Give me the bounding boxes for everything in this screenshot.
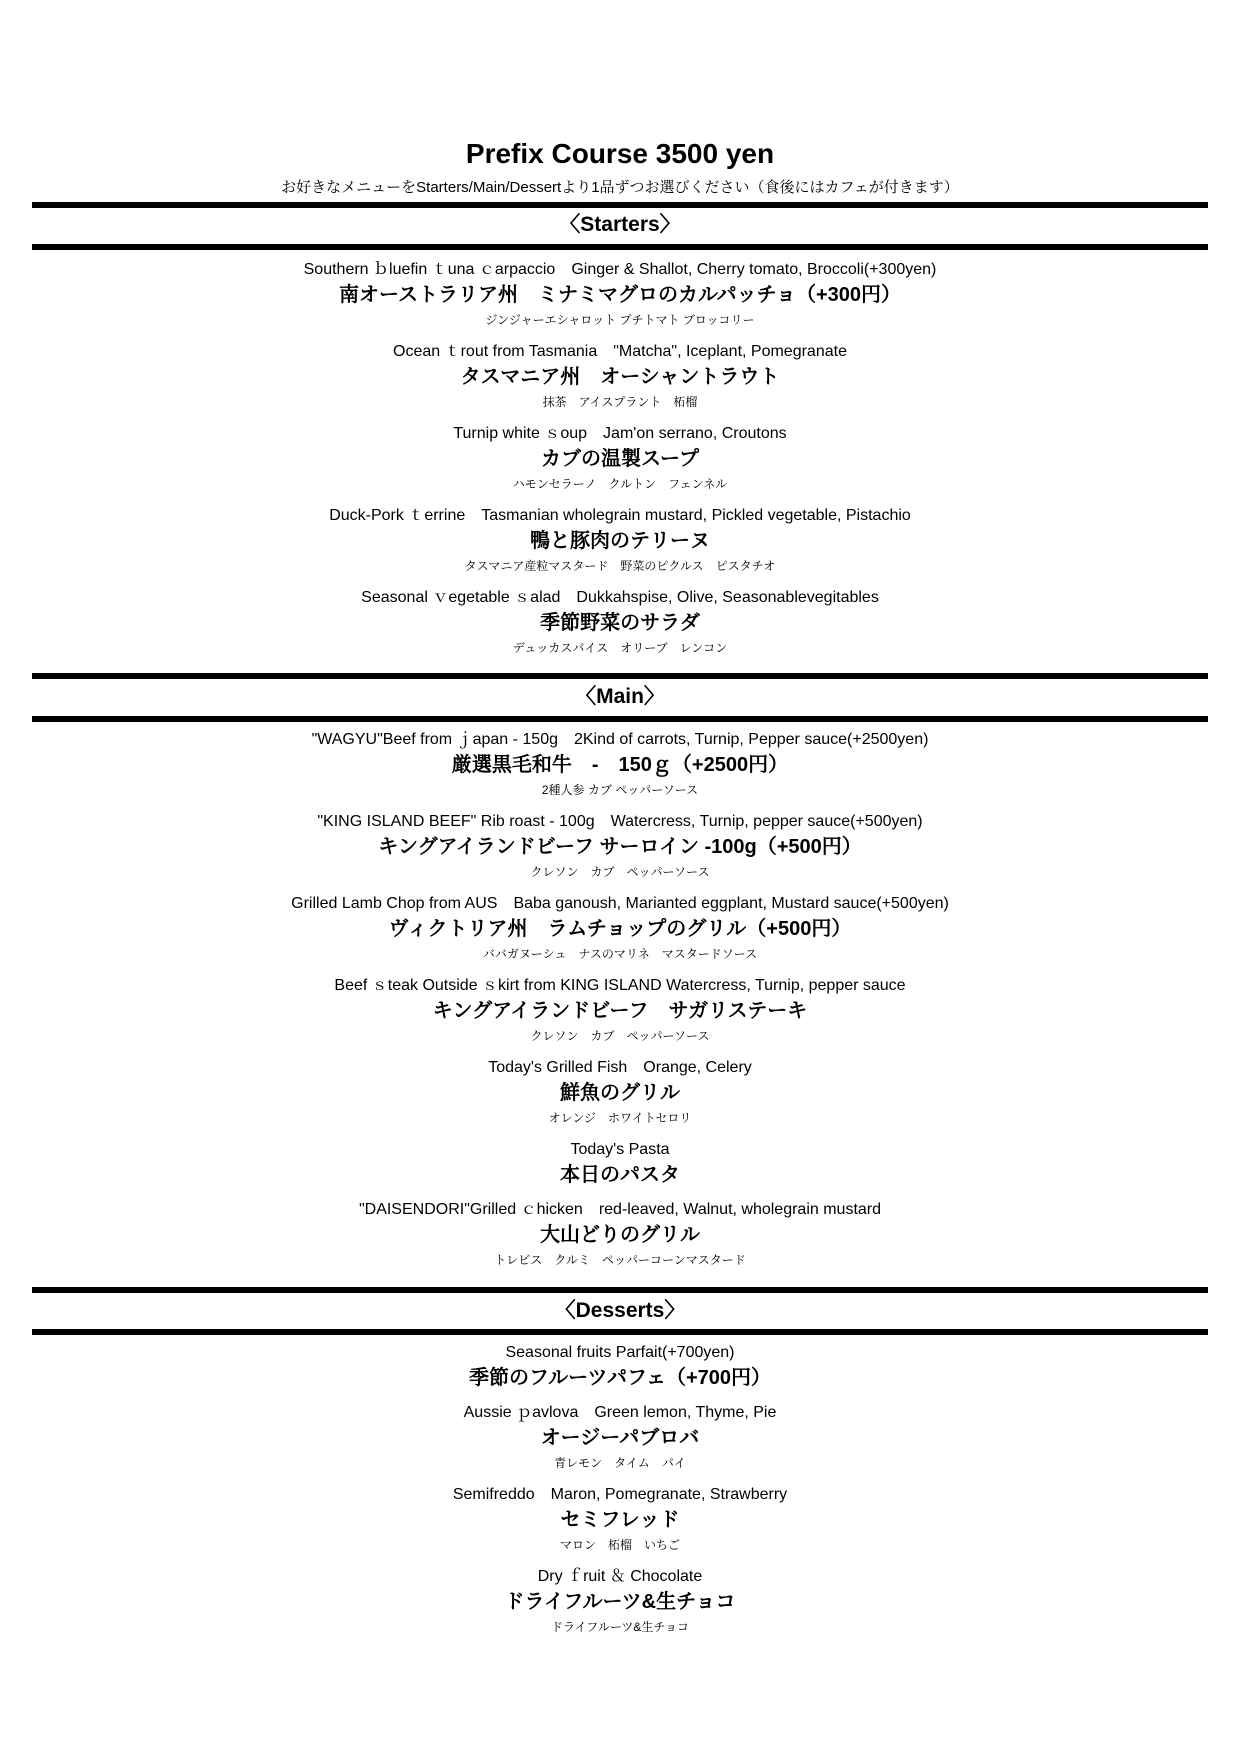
menu-item [0, 811, 1240, 893]
menu-item [0, 729, 1240, 811]
page-title: Prefix Course 3500 yen [465, 138, 775, 169]
item-english-name: Today's Pasta [570, 1141, 670, 1158]
item-english-name: "DAISENDORI"Grilled ｃhicken red-leaved, Walnut, wholegrain mustard [358, 1201, 882, 1218]
page-subtitle: お好きなメニューをStarters/Main/Dessertより1品ずつお選びください（食後にはカフェが付きます） [281, 179, 959, 196]
item-english-name: Ocean ｔrout from Tasmania "Matcha", Iceplant, Pomegranate [393, 343, 847, 360]
section-divider [32, 1287, 1208, 1293]
section-divider [32, 1329, 1208, 1335]
menu-item [0, 1484, 1240, 1566]
item-japanese-name: キングアイランドビーフ サーロイン -100g（+500円） [378, 836, 862, 858]
menu-item [0, 975, 1240, 1057]
item-japanese-name: セミフレッド [560, 1509, 680, 1531]
item-garnish: クレソン カブ ペッパーソース [530, 1029, 710, 1043]
menu-item [0, 423, 1240, 505]
item-english-name: Seasonal ｖegetable ｓalad Dukkahspise, Olive, Seasonablevegitables [361, 589, 879, 606]
main-list [0, 729, 1240, 1281]
item-japanese-name: キングアイランドビーフ サガリステーキ [432, 1000, 808, 1022]
item-english-name: Today's Grilled Fish Orange, Celery [488, 1059, 752, 1076]
item-japanese-name: 大山どりのグリル [540, 1224, 700, 1246]
item-english-name: Turnip white ｓoup Jam'on serrano, Croutons [453, 425, 787, 442]
item-japanese-name: 鮮魚のグリル [560, 1082, 680, 1104]
desserts-list [0, 1342, 1240, 1648]
item-english-name: Dry ｆruit ＆ Chocolate [537, 1568, 703, 1585]
menu-item [0, 587, 1240, 669]
item-japanese-name: 南オーストラリア州 ミナミマグロのカルパッチョ（+300円） [338, 284, 902, 306]
menu-item [0, 893, 1240, 975]
item-english-name: Southern ｂluefin ｔuna ｃarpaccio Ginger & Shallot, Cherry tomato, Broccoli(+300yen) [303, 261, 937, 278]
item-japanese-name: ドライフルーツ&生チョコ [504, 1591, 736, 1613]
section-divider [32, 716, 1208, 722]
starters-list [0, 259, 1240, 669]
item-english-name: Aussie ｐavlova Green lemon, Thyme, Pie [463, 1404, 777, 1421]
item-english-name: "WAGYU"Beef from ｊapan - 150g 2Kind of carrots, Turnip, Pepper sauce(+2500yen) [311, 731, 929, 748]
menu-item [0, 1342, 1240, 1402]
section-title-starters: 〈Starters〉 [559, 213, 681, 236]
item-japanese-name: 鴨と豚肉のテリーヌ [530, 530, 710, 552]
menu-item [0, 505, 1240, 587]
item-garnish: トレビス クルミ ペッパーコーンマスタード [494, 1253, 746, 1267]
menu-item [0, 1402, 1240, 1484]
item-japanese-name: ヴィクトリア州 ラムチョップのグリル（+500円） [388, 918, 852, 940]
item-japanese-name: 本日のパスタ [560, 1164, 680, 1186]
item-garnish: ハモンセラーノ クルトン フェンネル [512, 477, 728, 491]
item-japanese-name: カブの温製スープ [541, 448, 699, 470]
section-divider [32, 244, 1208, 250]
item-garnish: 青レモン タイム パイ [554, 1456, 686, 1470]
menu-item [0, 1199, 1240, 1281]
item-garnish: オレンジ ホワイトセロリ [548, 1111, 692, 1125]
item-garnish: デュッカスパイス オリーブ レンコン [512, 641, 728, 655]
item-garnish: タスマニア産粒マスタード 野菜のピクルス ピスタチオ [464, 559, 776, 573]
item-garnish: 2種人参 カブ ペッパーソース [541, 783, 699, 797]
item-garnish: 抹茶 アイスプラント 柘榴 [542, 395, 698, 409]
item-english-name: "KING ISLAND BEEF" Rib roast - 100g Watercress, Turnip, pepper sauce(+500yen) [317, 813, 923, 830]
menu-item [0, 1139, 1240, 1199]
item-japanese-name: オージーパブロバ [540, 1427, 700, 1449]
menu-item [0, 1057, 1240, 1139]
item-english-name: Beef ｓteak Outside ｓkirt from KING ISLAND Watercress, Turnip, pepper sauce [334, 977, 906, 994]
item-english-name: Grilled Lamb Chop from AUS Baba ganoush, Marianted eggplant, Mustard sauce(+500yen) [291, 895, 949, 912]
item-english-name: Semifreddo Maron, Pomegranate, Strawberry [452, 1486, 788, 1503]
item-japanese-name: 厳選黒毛和牛 - 150ｇ（+2500円） [451, 754, 789, 776]
item-english-name: Duck-Pork ｔerrine Tasmanian wholegrain mustard, Pickled vegetable, Pistachio [329, 507, 911, 524]
item-japanese-name: タスマニア州 オーシャントラウト [460, 366, 780, 388]
menu-item [0, 259, 1240, 341]
item-english-name: Seasonal fruits Parfait(+700yen) [505, 1344, 735, 1361]
item-japanese-name: 季節のフルーツパフェ（+700円） [468, 1367, 772, 1389]
section-title-desserts: 〈Desserts〉 [554, 1299, 686, 1322]
item-garnish: ドライフルーツ&生チョコ [551, 1620, 689, 1634]
section-title-main: 〈Main〉 [575, 685, 665, 708]
menu-item [0, 1566, 1240, 1648]
section-divider [32, 202, 1208, 208]
section-divider [32, 673, 1208, 679]
item-garnish: ババガヌーシュ ナスのマリネ マスタードソース [482, 947, 758, 961]
item-japanese-name: 季節野菜のサラダ [540, 612, 700, 634]
item-garnish: ジンジャーエシャロット プチトマト ブロッコリー [485, 313, 755, 327]
item-garnish: クレソン カブ ペッパーソース [530, 865, 710, 879]
item-garnish: マロン 柘榴 いちご [559, 1538, 680, 1552]
menu-item [0, 341, 1240, 423]
